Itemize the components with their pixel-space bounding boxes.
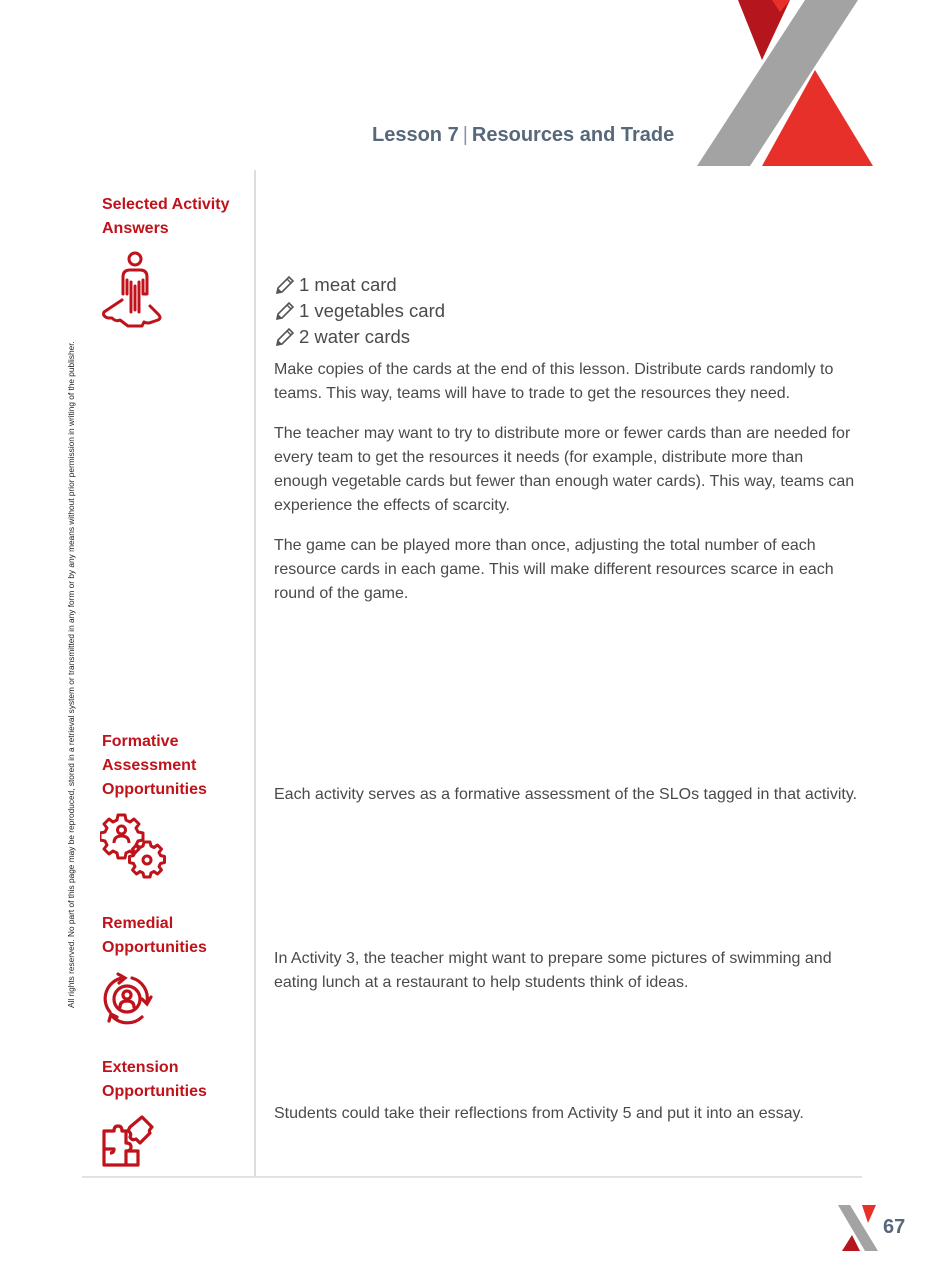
lesson-title: Resources and Trade xyxy=(471,124,675,146)
pencil-icon xyxy=(274,326,296,348)
answer-item xyxy=(274,272,445,298)
paragraph: The teacher may want to try to distribute more or fewer cards than are needed for every team to get the resources it needs (for example, distribute more than enough vegetable cards but fewer than enough water cards). This way, teams can experience the effects of scarcity. xyxy=(274,425,855,514)
title-separator: | xyxy=(462,124,468,146)
answer-text: 2 water cards xyxy=(299,326,411,347)
person-puzzle-icon xyxy=(100,250,166,334)
bottom-divider xyxy=(82,1176,862,1178)
cycle-person-icon xyxy=(100,972,154,1026)
section-heading-selected-activity-answers: Selected Activity Answers xyxy=(102,196,230,237)
answer-item xyxy=(274,324,445,350)
answer-item xyxy=(274,298,445,324)
page-number: 67 xyxy=(883,1216,906,1238)
section-heading-remedial: Remedial Opportunities xyxy=(102,915,207,956)
paragraph: The game can be played more than once, adjusting the total number of each resource cards in each game. This will make different resources scarce in each round of the game. xyxy=(274,537,834,602)
answer-text: 1 meat card xyxy=(299,274,397,295)
extension-text: Students could take their reflections from Activity 5 and put it into an essay. xyxy=(274,1105,804,1122)
answer-text: 1 vegetables card xyxy=(299,300,446,321)
brand-x-logo xyxy=(690,0,890,170)
formative-assessment-text: Each activity serves as a formative assessment of the SLOs tagged in that activity. xyxy=(274,786,858,803)
copyright-notice: All rights reserved. No part of this page may be reproduced, stored in a retrieval system or transmitted in any form or by any means without prior permission in writing of the publisher. xyxy=(66,341,76,1008)
remedial-text: In Activity 3, the teacher might want to prepare some pictures of swimming and eating lunch at a restaurant to help students think of ideas. xyxy=(274,950,832,991)
pencil-icon xyxy=(274,274,296,296)
activity-notes xyxy=(274,358,859,622)
page-title xyxy=(372,124,674,147)
section-heading-extension: Extension Opportunities xyxy=(102,1059,207,1100)
brand-x-logo-small xyxy=(838,1205,882,1251)
column-divider xyxy=(254,170,256,1177)
gears-person-icon xyxy=(100,812,168,880)
answer-list xyxy=(274,272,445,350)
pencil-icon xyxy=(274,300,296,322)
section-heading-formative-assessment: Formative Assessment Opportunities xyxy=(102,733,207,798)
paragraph: Make copies of the cards at the end of this lesson. Distribute cards randomly to teams. This way, teams will have to trade to get the resources they need. xyxy=(274,361,834,402)
lesson-number: Lesson 7 xyxy=(372,124,459,146)
puzzle-pieces-icon xyxy=(100,1113,156,1169)
